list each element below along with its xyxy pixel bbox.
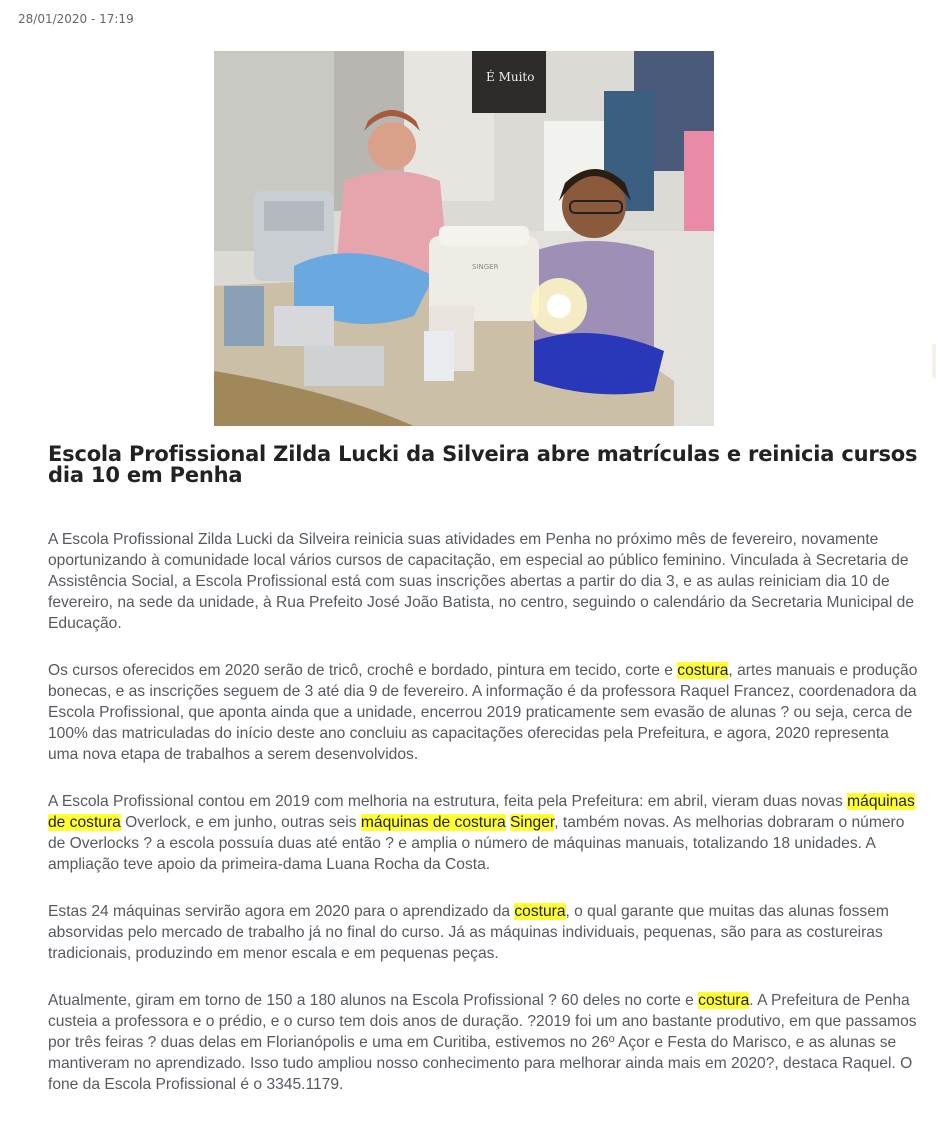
article-title: Escola Profissional Zilda Lucki da Silveira abre matrículas e reinicia cursos dia 10 em Penha: [48, 442, 918, 487]
paragraph-text: . A Prefeitura de Penha custeia a professora e o prédio, e o curso tem dois anos de duração. ?2019 foi um ano bastante produtivo, em que passamos por três feiras ? duas delas em Florianópolis e uma em Curitiba, estivemos no 26º Açor e Festa do Marisco, e as alunas se mantiveram no aprendizado. Isso tudo ampliou nosso conhecimento para melhorar ainda mais em 2020?, destaca Raquel. O fone da Escola Profissional é o 3345.1179.: [48, 992, 917, 1093]
paragraph-text: Estas 24 máquinas servirão agora em 2020 para o aprendizado da: [48, 903, 515, 920]
paragraph-text: A Escola Profissional contou em 2019 com melhoria na estrutura, feita pela Prefeitura: em abril, vieram duas novas: [48, 793, 848, 810]
paragraph-text: Os cursos oferecidos em 2020 serão de tricô, crochê e bordado, pintura em tecido, corte e: [48, 662, 678, 679]
highlighted-keyword: Singer: [510, 814, 555, 831]
paragraph-text: , também novas. As melhorias dobraram o número de Overlocks ? a escola possuía duas até então ? e amplia o número de máquinas manuais, totalizando 18 unidades. A ampliação teve apoio da primeira-dama Luana Rocha da Costa.: [48, 814, 905, 873]
article-body: [48, 529, 918, 1121]
highlighted-keyword: costura: [677, 662, 729, 679]
article-paragraph: [48, 529, 918, 634]
svg-text:SINGER: SINGER: [472, 263, 499, 271]
paragraph-text: A Escola Profissional Zilda Lucki da Silveira reinicia suas atividades em Penha no próximo mês de fevereiro, novamente oportunizando à comunidade local vários cursos de capacitação, em especial ao público feminino. Vinculada à Secretaria de Assistência Social, a Escola Profissional está com suas inscrições abertas a partir do dia 3, e as aulas reiniciam dia 10 de fevereiro, na sede da unidade, à Rua Prefeito José João Batista, no centro, seguindo o calendário da Secretaria Municipal de Educação.: [48, 531, 915, 632]
paragraph-text: , artes manuais e produção bonecas, e as inscrições seguem de 3 até dia 9 de fevereiro. A informação é da professora Raquel Francez, coordenadora da Escola Profissional, que aponta ainda que a unidade, encerrou 2019 praticamente sem evasão de alunas ? ou seja, cerca de 100% das matriculadas do início deste ano concluiu as capacitações oferecidas pela Prefeitura, e agora, 2020 representa uma nova etapa de trabalhos a serem desenvolvidos.: [48, 662, 918, 763]
article-paragraph: [48, 901, 918, 964]
page-edge-indicator: [932, 344, 936, 378]
svg-text:É Muito: É Muito: [486, 70, 535, 84]
article-paragraph: [48, 990, 918, 1095]
article-paragraph: [48, 791, 918, 875]
highlighted-keyword: costura: [698, 992, 750, 1009]
sewing-class-photo-icon: [214, 51, 714, 426]
highlighted-keyword: máquinas de costura: [48, 793, 915, 831]
paragraph-text: Atualmente, giram em torno de 150 a 180 alunos na Escola Profissional ? 60 deles no corte e: [48, 992, 699, 1009]
article-paragraph: [48, 660, 918, 765]
article-photo: [214, 51, 714, 426]
publish-date: 28/01/2020 - 17:19: [18, 12, 134, 26]
highlighted-keyword: costura: [514, 903, 566, 920]
paragraph-text: Overlock, e em junho, outras seis: [120, 814, 361, 831]
highlighted-keyword: máquinas de costura: [360, 814, 506, 831]
paragraph-text: , o qual garante que muitas das alunas fossem absorvidas pelo mercado de trabalho já no final do curso. Já as máquinas individuais, pequenas, são para as costureiras tradicionais, produzindo em menor escala e em pequenas peças.: [48, 903, 889, 962]
